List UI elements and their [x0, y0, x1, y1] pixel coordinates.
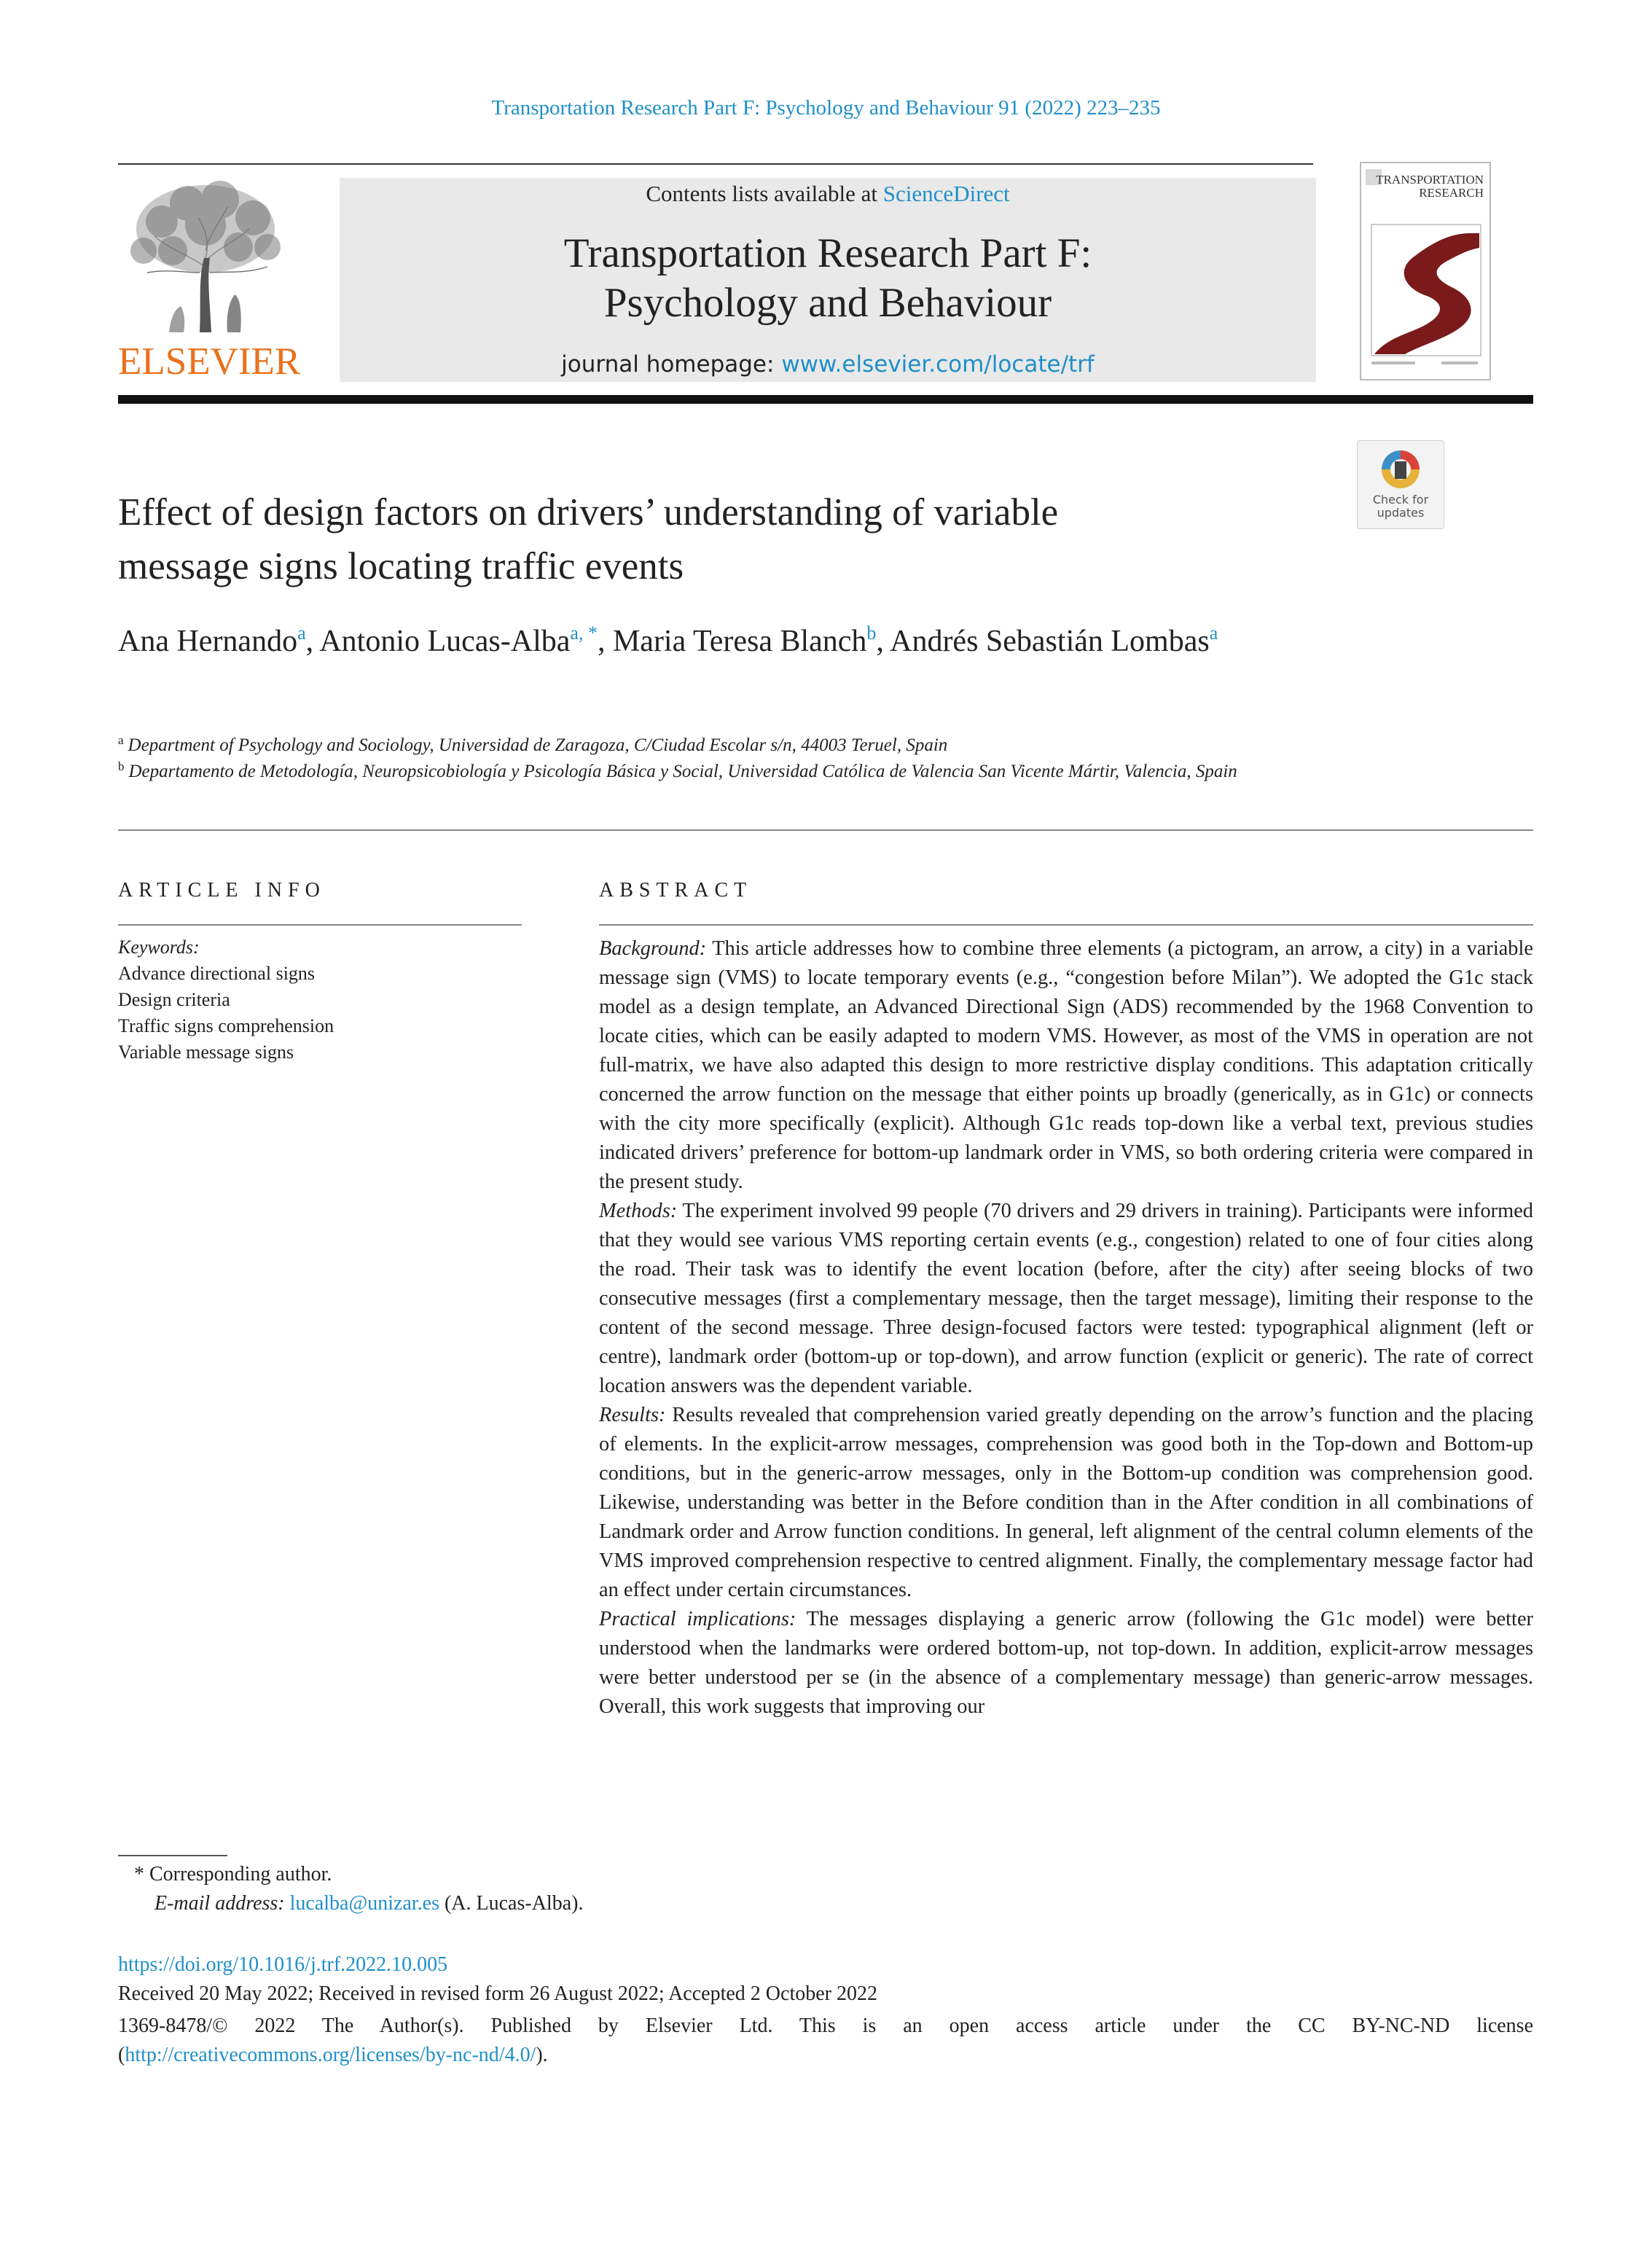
license-link[interactable]: http://creativecommons.org/licenses/by-nc-nd/4.0/ — [125, 2044, 536, 2066]
author-separator: , — [876, 625, 890, 658]
footnote-rule — [118, 1855, 227, 1856]
author-name[interactable]: Andrés Sebastián Lombas — [890, 625, 1210, 658]
affiliation-text: Department of Psychology and Sociology, Universidad de Zaragoza, C/Ciudad Escolar s/n, 44003 Teruel, Spain — [128, 735, 948, 755]
keyword-item: Design criteria — [118, 989, 230, 1010]
affiliation-marker[interactable]: a — [297, 622, 306, 644]
keyword-item: Variable message signs — [118, 1041, 294, 1063]
article-info-heading: ARTICLE INFO — [118, 879, 326, 902]
check-updates-line2: updates — [1377, 506, 1425, 520]
journal-title — [340, 229, 1316, 328]
abstract-body — [599, 934, 1533, 1721]
abstract-practical-implications — [599, 1605, 1533, 1721]
abstract-methods — [599, 1197, 1533, 1401]
tree-icon — [118, 178, 296, 335]
top-rule — [118, 163, 1313, 165]
cover-title — [1361, 173, 1489, 200]
email-link[interactable]: lucalba@unizar.es — [289, 1892, 439, 1915]
license-close-paren: ). — [536, 2044, 548, 2066]
affiliation-marker[interactable]: b — [866, 622, 877, 644]
doi-link[interactable]: https://doi.org/10.1016/j.trf.2022.10.005 — [118, 1953, 448, 1976]
homepage-prefix: journal homepage: — [561, 351, 782, 378]
sciencedirect-link[interactable]: ScienceDirect — [882, 181, 1010, 206]
article-info-rule — [118, 924, 522, 926]
corresponding-author-footnote — [134, 1860, 1300, 1918]
homepage-line — [340, 351, 1316, 378]
article-title — [118, 485, 1342, 593]
cover-title-line1: TRANSPORTATION — [1376, 173, 1484, 187]
section-rule — [118, 829, 1533, 831]
abstract-background — [599, 934, 1533, 1197]
abstract-section-label: Methods: — [599, 1200, 678, 1222]
crossmark-icon — [1379, 448, 1422, 491]
keywords-label: Keywords: — [118, 937, 200, 958]
keyword-item: Advance directional signs — [118, 963, 316, 984]
journal-reference-link[interactable]: Transportation Research Part F: Psychology and Behaviour 91 (2022) 223–235 — [491, 96, 1161, 120]
license-link-line — [118, 2041, 1533, 2070]
contents-prefix: Contents lists available at — [646, 181, 883, 206]
corresponding-author-label: * Corresponding author. — [134, 1863, 332, 1885]
email-line — [134, 1889, 1300, 1918]
license-statement: 1369-8478/© 2022 The Author(s). Published by Elsevier Ltd. This is an open access article under the CC BY-NC-ND license — [118, 2014, 1533, 2037]
article-title-line2: message signs locating traffic events — [118, 545, 684, 587]
email-label: E-mail address: — [154, 1892, 285, 1915]
abstract-rule — [599, 924, 1533, 926]
masthead-rule — [118, 395, 1533, 404]
abstract-results — [599, 1401, 1533, 1605]
abstract-section-text: Results revealed that comprehension varied greatly depending on the arrow’s function and the placing of elements. In the explicit-arrow messages, comprehension was good both in the Top-down and Bottom-up conditions, but in the generic-arrow messages, only in the Bottom-up condition was comprehension good. Likewise, understanding was better in the Before condition than in the After condition in all combinations of Landmark order and Arrow function conditions. In general, left alignment of the central column elements of the VMS improved comprehension respective to centred alignment. Finally, the complementary message factor had an effect under certain circumstances. — [599, 1404, 1533, 1601]
author-name[interactable]: Antonio Lucas-Alba — [319, 625, 571, 658]
journal-title-line2: Psychology and Behaviour — [603, 280, 1052, 326]
abstract-section-label: Results: — [599, 1404, 666, 1426]
affiliation-sup: a — [118, 733, 124, 747]
check-for-updates-button[interactable] — [1357, 440, 1444, 529]
abstract-section-text: This article addresses how to combine three elements (a pictogram, an arrow, a city) in a variable message sign (VMS) to locate temporary events (e.g., “congestion before Milan”). We adopted the G1c stack model as a design template, an Advanced Directional Sign (ADS) recommended by the 1968 Convention to locate cities, which can be easily adapted to modern VMS. However, as most of the VMS in operation are not full-matrix, we have also adapted this design to more restrictive display conditions. This adaptation critically concerned the arrow function on the message that either points up broadly (generically, as in G1c) or connects with the city more specifically (explicit). Although G1c reads top-down like a verbal text, previous studies indicated drivers’ preference for bottom-up landmark order in VMS, so both ordering criteria were compared in the present study. — [599, 937, 1533, 1193]
abstract-section-label: Background: — [599, 937, 707, 960]
abstract-section-label: Practical implications: — [599, 1608, 796, 1630]
contents-line — [340, 181, 1316, 207]
journal-cover-thumbnail[interactable] — [1360, 162, 1491, 380]
affiliation-sup: b — [118, 759, 125, 773]
author-name[interactable]: Maria Teresa Blanch — [612, 625, 867, 658]
author-list — [118, 621, 1357, 662]
affiliation-marker[interactable]: a, * — [570, 622, 598, 644]
journal-masthead — [340, 178, 1316, 382]
affiliation-text: Departamento de Metodología, Neuropsicobiología y Psicología Básica y Social, Universidad Católica de Valencia San Vicente Mártir, Valencia, Spain — [128, 762, 1237, 781]
author-separator: , — [305, 625, 320, 658]
journal-title-line1: Transportation Research Part F: — [563, 230, 1092, 276]
author-separator: , — [597, 625, 613, 658]
check-updates-label — [1358, 493, 1444, 520]
article-title-line1: Effect of design factors on drivers’ understanding of variable — [118, 491, 1059, 534]
keyword-item: Traffic signs comprehension — [118, 1015, 334, 1036]
keywords-block — [118, 934, 526, 1066]
cover-title-line2: RESEARCH — [1419, 186, 1484, 200]
author-name[interactable]: Ana Hernando — [118, 625, 298, 658]
check-updates-line1: Check for — [1372, 493, 1429, 507]
email-suffix: (A. Lucas-Alba). — [439, 1892, 584, 1915]
abstract-section-text: The experiment involved 99 people (70 drivers and 29 drivers in training). Participants were informed that they would see various VMS reporting certain events (e.g., congestion) related to one of four cities along the road. Their task was to identify the event location (before, after the city) after seeing blocks of two consecutive messages (first a complementary message, then the target message), limiting their response to the content of the second message. Three design-focused factors were tested: typographical alignment (left or centre), landmark order (bottom-up or top-down), and arrow function (explicit or generic). The rate of correct location answers was the dependent variable. — [599, 1200, 1533, 1397]
elsevier-wordmark: ELSEVIER — [118, 340, 301, 383]
abstract-heading: ABSTRACT — [599, 879, 753, 902]
abstract-section-text: The messages displaying a generic arrow (following the G1c model) were better understood when the landmarks were ordered bottom-up, not top-down. In addition, explicit-arrow messages were better understood per se (in the absence of a complementary message) than generic-arrow messages. Overall, this work suggests that improving our — [599, 1608, 1534, 1718]
homepage-link[interactable]: www.elsevier.com/locate/trf — [781, 351, 1095, 378]
affiliation-marker[interactable]: a — [1209, 622, 1218, 644]
received-dates: Received 20 May 2022; Received in revised form 26 August 2022; Accepted 2 October 2022 — [118, 1982, 877, 2005]
license-open-paren: ( — [118, 2044, 125, 2066]
affiliation-b — [118, 754, 1328, 785]
